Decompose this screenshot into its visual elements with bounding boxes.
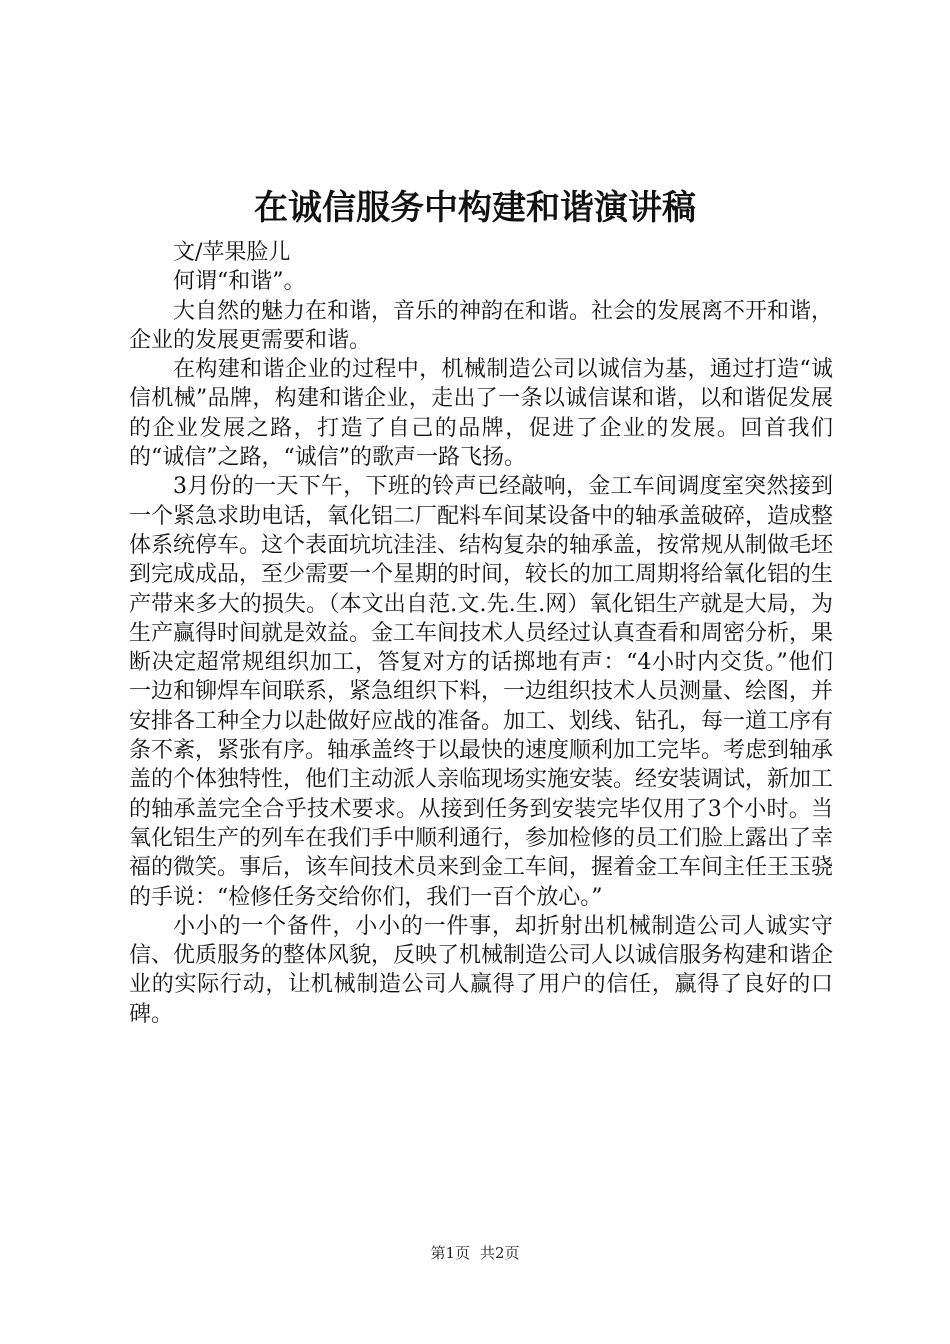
author-line: 文/苹果脸儿	[173, 240, 291, 265]
page-footer	[0, 1243, 950, 1263]
question-line: 何谓“和谐”。	[173, 269, 306, 295]
total-pages: 共2页	[480, 1244, 520, 1262]
paragraph: 小小的一个备件，小小的一件事，却折射出机械制造公司人诚实守信、优质服务的整体风貌，反映了机械制造公司人以诚信服务构建和谐企业的实际行动，让机械制造公司人赢得了用户的信任，赢得了良好的口碑。	[129, 913, 834, 1027]
paragraph: 3月份的一天下午，下班的铃声已经敲响，金工车间调度室突然接到一个紧急求助电话，氧化铝二厂配料车间某设备中的轴承盖破碎，造成整体系统停车。这个表面坑坑洼洼、结构复杂的轴承盖，按常规从制做毛坯到完成成品，至少需要一个星期的时间，较长的加工周期将给氧化铝的生产带来多大的损失。（本文出自范.文.先.生.网）氧化铝生产就是大局，为生产赢得时间就是效益。金工车间技术人员经过认真查看和周密分析，果断决定超常规组织加工，答复对方的话掷地有声：“4小时内交货。”他们一边和铆焊车间联系，紧急组织下料，一边组织技术人员测量、绘图，并安排各工种全力以赴做好应战的准备。加工、划线、钻孔，每一道工序有条不紊，紧张有序。轴承盖终于以最快的速度顺利加工完毕。考虑到轴承盖的个体独特性，他们主动派人亲临现场实施安装。经安装调试，新加工的轴承盖完全合乎技术要求。从接到任务到安装完毕仅用了3个小时。当氧化铝生产的列车在我们手中顺利通行，参加检修的员工们脸上露出了幸福的微笑。事后，该车间技术员来到金工车间，握着金工车间主任王玉骁的手说：“检修任务交给你们，我们一百个放心。”	[129, 474, 834, 910]
document-title: 在诚信服务中构建和谐演讲稿	[254, 188, 696, 228]
paragraph: 大自然的魅力在和谐，音乐的神韵在和谐。社会的发展离不开和谐，企业的发展更需要和谐。	[129, 298, 834, 353]
document-body	[129, 238, 833, 1029]
paragraph: 在构建和谐企业的过程中，机械制造公司以诚信为基，通过打造“诚信机械”品牌，构建和谐企业，走出了一条以诚信谋和谐，以和谐促发展的企业发展之路，打造了自己的品牌，促进了企业的发展。回首我们的“诚信”之路，“诚信”的歌声一路飞扬。	[129, 357, 833, 471]
page-number: 第1页	[430, 1244, 470, 1262]
